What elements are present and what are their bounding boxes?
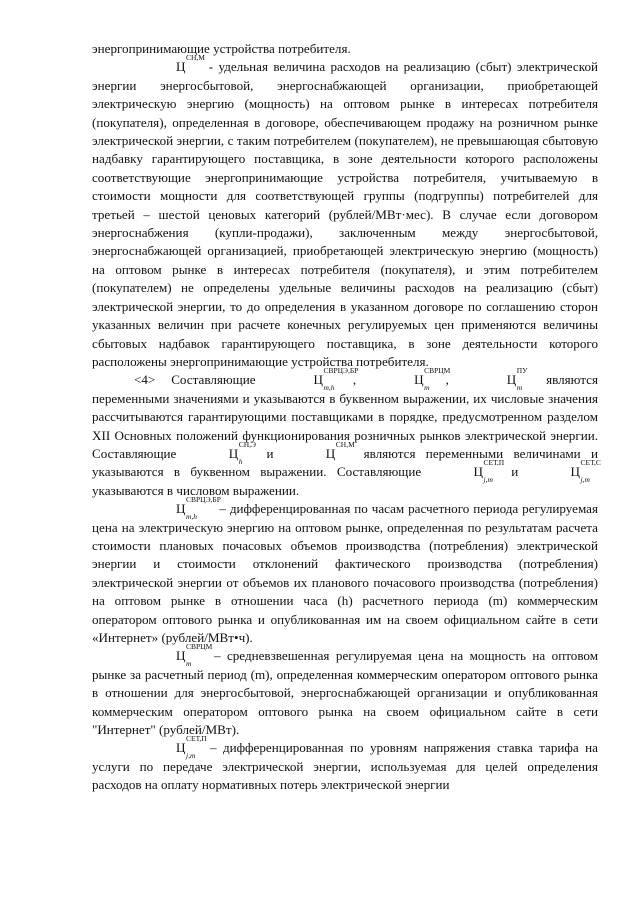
paragraph-text: являются переменными величинами и указываются в буквенном выражении. Составляющие xyxy=(92,445,598,480)
paragraph-text: указываются в числовом выражении. xyxy=(92,482,300,498)
paragraph-text: – дифференцированная по часам расчетного периода регулируемая цена на электрическую энергию на оптовом рынке, определенная по результатам расчета стоимости плановых почасовых объемов производства (потребления) электрической энергии и стоимости отклонений фактического производства (потребления) электрической энергии от объемов их планового почасового производства (потребления) на оптовом рынке в отношении часа (h) расчетного периода (m) коммерческим оператором оптового рынка и опубликованная им на своем официальном сайте в сети «Интернет» (рублей/МВт•ч). xyxy=(92,501,598,645)
formula-symbol: Ц СВРЦЭ,БР m,h xyxy=(176,495,221,521)
formula-symbol: Ц СЕТ,С j,m xyxy=(570,458,601,484)
separator: , xyxy=(352,372,373,388)
formula-symbol: Ц СВРЦМ m xyxy=(176,642,213,668)
paragraph-sbyt-rate xyxy=(92,53,598,371)
note-lead: <4> Составляющие xyxy=(134,372,272,388)
paragraph-energy-price xyxy=(92,495,598,647)
paragraph-grid-tariff xyxy=(92,734,598,794)
formula-symbol: Ц СЕТ,П j,m xyxy=(176,734,207,761)
formula-symbol: Ц СН,М xyxy=(176,53,205,75)
document-page xyxy=(92,40,601,795)
formula-symbol: Ц СЕТ,П j,m xyxy=(473,458,505,484)
separator: , xyxy=(445,372,465,388)
conjunction: и xyxy=(256,445,284,461)
formula-symbol: Ц СН,Э h xyxy=(228,439,256,466)
paragraph-text: – средневзвешенная регулируемая цена на мощность на оптовом рынке за расчетный период (m), определенная коммерческим оператором оптового рынка в отношении для энергосбытовой, энергоснабжающей организации и опубликованная коммерческим оператором оптового рынка на своем официальном сайте в сети "Интернет" (рублей/МВт). xyxy=(92,648,598,738)
formula-symbol: Ц СВРЦЭ,БР m,h xyxy=(313,366,359,392)
paragraph-note-4 xyxy=(92,366,601,500)
paragraph-text: – дифференцированная по уровням напряжения ставка тарифа на услуги по передаче электрической энергии, используемая для целей определения расходов на оплату нормативных потерь электрической энергии xyxy=(92,740,598,793)
text-line: энергопринимающие устройства потребителя. xyxy=(92,41,351,56)
paragraph-text: являются переменными значениями и указываются в буквенном выражении, их числовые значения рассчитываются гарантирующими поставщиками в порядке, предусмотренном разделом XII Основных положений функционирования розничных рынков электрической энергии. Составляющие xyxy=(92,372,599,461)
formula-symbol: Ц СВРЦМ m xyxy=(414,366,451,392)
conjunction: и xyxy=(500,464,529,480)
paragraph-capacity-price xyxy=(92,642,598,739)
paragraph-text: - удельная величина расходов на реализацию (сбыт) электрической энергии энергосбытовой, энергоснабжающей организации, приобретающей электрическую энергию (мощность) на оптовом рынке в интересах потребителя (покупателя), определенная в договоре, обеспечивающем продажу на розничном рынке электрической энергии, с таким потребителем (покупателем), не превышающая сбытовую надбавку гарантирующего поставщика, в зоне деятельности которого расположены соответствующие энергопринимающие устройства потребителя, учитываемую в стоимости мощности для соответствующей группы (подгруппы) потребителей для третьей – шестой ценовых категорий (рублей/МВт·мес). В случае если договором энергоснабжения (купли-продажи), заключенным между энергосбытовой, энергоснабжающей организацией, приобретающей электрическую энергию (мощность) на оптовом рынке в интересах потребителя (покупателя), и этим потребителем (покупателем) не определены удельные величины расходов на реализацию (сбыт) электрической энергии, то до определения в указанном договоре по соглашению сторон указанных величин при расчете конечных регулируемых цен применяются величины сбытовых надбавок гарантирующего поставщика, в зоне деятельности которого расположены энергопринимающие устройства потребителя. xyxy=(92,59,598,369)
formula-symbol: Ц СН,М xyxy=(325,439,355,461)
formula-symbol: Ц ПУ m xyxy=(506,366,528,392)
